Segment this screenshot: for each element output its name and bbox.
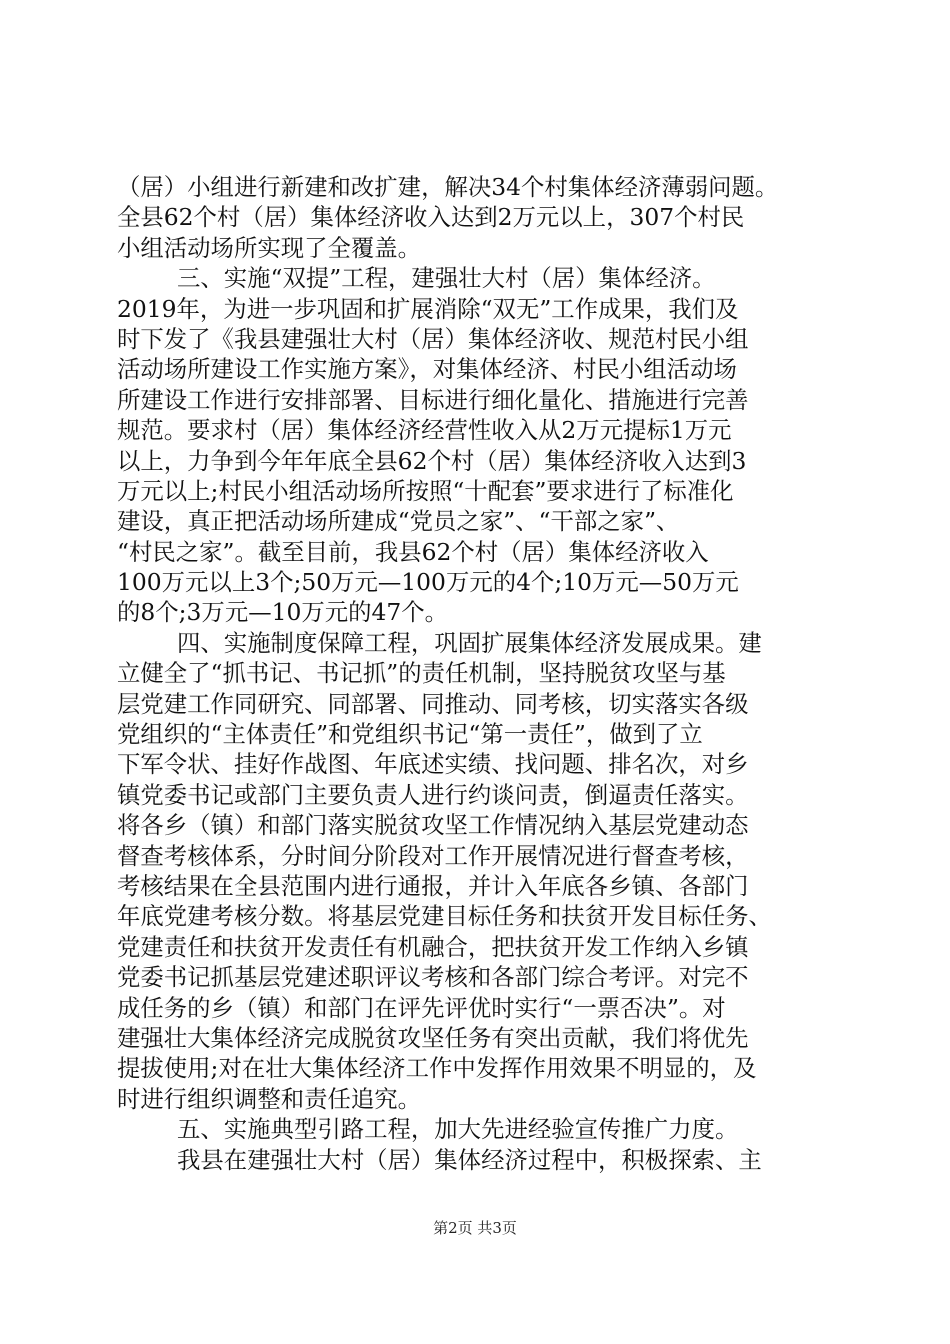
text-line: 建设，真正把活动场所建成“党员之家”、“干部之家”、	[117, 507, 680, 536]
text-line: 将各乡（镇）和部门落实脱贫攻坚工作情况纳入基层党建动态	[117, 811, 749, 840]
text-line: 小组活动场所实现了全覆盖。	[117, 233, 422, 262]
text-line: 的8个;3万元—10万元的47个。	[117, 598, 449, 627]
text-line: 时进行组织调整和责任追究。	[117, 1084, 422, 1113]
text-line: （居）小组进行新建和改扩建，解决34个村集体经济薄弱问题。	[117, 173, 779, 201]
text-line: 我县在建强壮大村（居）集体经济过程中，积极探索、主	[177, 1145, 762, 1174]
text-line: 立健全了“抓书记、书记抓”的责任机制，坚持脱贫攻坚与基	[117, 659, 726, 688]
text-line: 党委书记抓基层党建述职评议考核和各部门综合考评。对完不	[117, 963, 749, 992]
text-line: 年底党建考核分数。将基层党建目标任务和扶贫开发目标任务、	[117, 902, 772, 931]
text-line: 党组织的“主体责任”和党组织书记“第一责任”，做到了立	[117, 720, 703, 749]
text-line: 五、实施典型引路工程，加大先进经验宣传推广力度。	[177, 1115, 739, 1144]
text-line: 下军令状、挂好作战图、年底述实绩、找问题、排名次，对乡	[117, 750, 749, 779]
text-line: 活动场所建设工作实施方案》，对集体经济、村民小组活动场	[117, 355, 737, 384]
text-line: 建强壮大集体经济完成脱贫攻坚任务有突出贡献，我们将优先	[117, 1023, 749, 1052]
text-line: 成任务的乡（镇）和部门在评先评优时实行“一票否决”。对	[117, 993, 726, 1022]
text-line: 提拔使用;对在壮大集体经济工作中发挥作用效果不明显的，及	[117, 1054, 757, 1083]
text-line: 以上，力争到今年年底全县62个村（居）集体经济收入达到3	[117, 446, 747, 475]
text-line: 时下发了《我县建强壮大村（居）集体经济收、规范村民小组	[117, 324, 749, 353]
text-line: 层党建工作同研究、同部署、同推动、同考核，切实落实各级	[117, 689, 749, 718]
text-line: 万元以上;村民小组活动场所按照“十配套”要求进行了标准化	[117, 476, 734, 505]
text-line: 所建设工作进行安排部署、目标进行细化量化、措施进行完善	[117, 385, 749, 414]
text-line: 考核结果在全县范围内进行通报，并计入年底各乡镇、各部门	[117, 871, 749, 900]
text-line: 四、实施制度保障工程，巩固扩展集体经济发展成果。建	[177, 628, 762, 657]
page-footer: 第2页 共3页	[433, 1219, 517, 1237]
text-line: 规范。要求村（居）集体经济经营性收入从2万元提标1万元	[117, 416, 732, 445]
text-line: 镇党委书记或部门主要负责人进行约谈问责，倒逼责任落实。	[117, 780, 749, 809]
text-line: 督查考核体系，分时间分阶段对工作开展情况进行督查考核，	[117, 841, 749, 870]
document-body	[117, 172, 835, 1175]
text-line: 2019年，为进一步巩固和扩展消除“双无”工作成果，我们及	[117, 294, 739, 323]
text-line: 党建责任和扶贫开发责任有机融合，把扶贫开发工作纳入乡镇	[117, 932, 749, 961]
text-line: 三、实施“双提”工程，建强壮大村（居）集体经济。	[177, 264, 716, 293]
text-line: “村民之家”。截至目前，我县62个村（居）集体经济收入	[117, 537, 709, 566]
text-line: 100万元以上3个;50万元—100万元的4个;10万元—50万元	[117, 568, 739, 597]
text-line: 全县62个村（居）集体经济收入达到2万元以上，307个村民	[117, 203, 745, 232]
